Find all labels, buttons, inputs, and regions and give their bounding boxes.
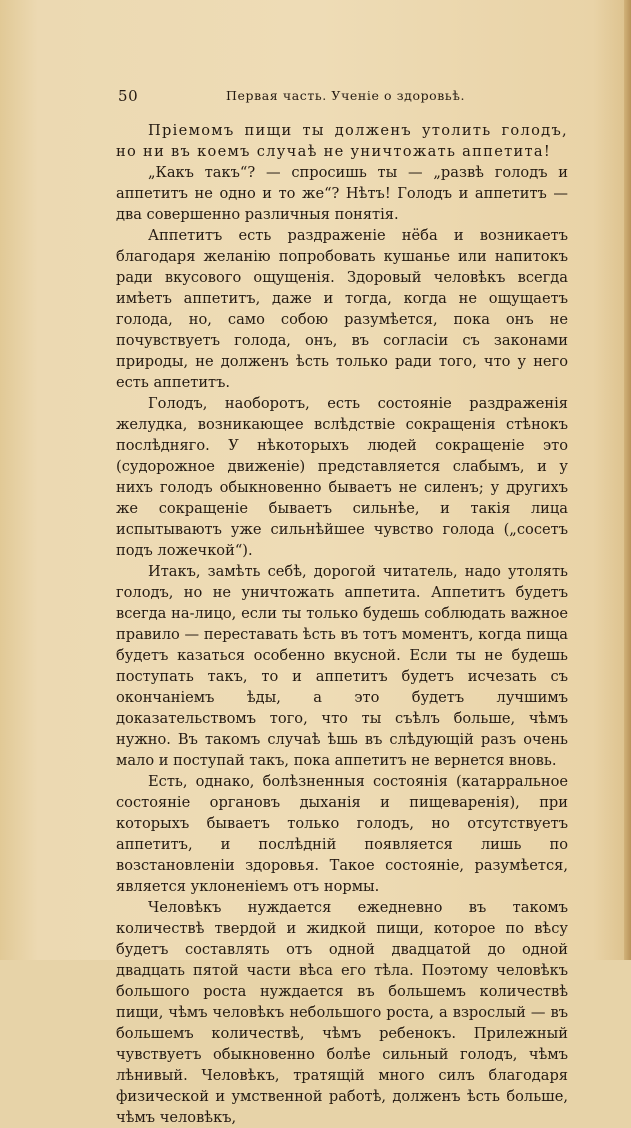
paragraph: Человѣкъ нуждается ежедневно въ такомъ количествѣ твердой и жидкой пищи, которое по вѣсу будетъ составлять отъ одной двадцатой до одной двадцать пятой части вѣса его тѣла. Поэтому человѣкъ большого роста нуждается въ большемъ количествѣ пищи, чѣмъ человѣкъ небольшого роста, а взрослый — въ большемъ количествѣ, чѣмъ ребенокъ. Прилежный чувствуетъ обыкновенно болѣе сильный голодъ, чѣмъ лѣнивый. Человѣкъ, тратящій много силъ благодаря физической и умственной работѣ, долженъ ѣсть больше, чѣмъ человѣкъ,: [116, 899, 568, 1126]
paragraph: Аппетитъ есть раздраженіе нёба и возникаетъ благодаря желанію попробовать кушанье или напитокъ ради вкусового ощущенія. Здоровый человѣкъ всегда имѣетъ аппетитъ, даже и тогда, когда не ощущаетъ голода, но, само собою разумѣется, пока онъ не почувствуетъ голода, онъ, въ согласіи съ законами природы, не долженъ ѣсть только ради того, что у него есть аппетитъ.: [116, 227, 568, 391]
paragraph: Итакъ, замѣть себѣ, дорогой читатель, надо утолять голодъ, но не уничтожать аппетита. Аппетитъ будетъ всегда на-лицо, если ты только будешь соблюдать важное правило — переставать ѣсть въ тотъ моментъ, когда пища будетъ казаться особенно вкусной. Если ты не будешь поступать такъ, то и аппетитъ будетъ исчезать съ окончаніемъ ѣды, а это будетъ лучшимъ доказательствомъ того, что ты съѣлъ больше, чѣмъ нужно. Въ такомъ случаѣ ѣшь въ слѣдующій разъ очень мало и поступай такъ, пока аппетитъ не вернется вновь.: [116, 563, 568, 769]
page-edge: [624, 0, 631, 960]
page-number: 50: [118, 87, 139, 105]
body-text: [116, 120, 568, 1128]
paragraph: Есть, однако, болѣзненныя состоянія (катарральное состояніе органовъ дыханія и пищеваренія), при которыхъ бываетъ только голодъ, но отсутствуетъ аппетитъ, и послѣдній появляется лишь по возстановленіи здоровья. Такое состояніе, разумѣется, является уклоненіемъ отъ нормы.: [116, 773, 568, 895]
paragraph: Пріемомъ пищи ты долженъ утолить голодъ, но ни въ коемъ случаѣ не уничтожать аппетита!: [116, 122, 568, 160]
paragraph: „Какъ такъ“? — спросишь ты — „развѣ голодъ и аппетитъ не одно и то же“? Нѣтъ! Голодъ и аппетитъ — два совершенно различныя понятія.: [116, 164, 568, 223]
running-head-title: Первая часть. Ученіе о здоровьѣ.: [226, 88, 466, 103]
paragraph: Голодъ, наоборотъ, есть состояніе раздраженія желудка, возникающее вслѣдствіе сокращенія стѣнокъ послѣдняго. У нѣкоторыхъ людей сокращеніе это (судорожное движеніе) представляется слабымъ, и у нихъ голодъ обыкновенно бываетъ не силенъ; у другихъ же сокращеніе бываетъ сильнѣе, и такія лица испытываютъ уже сильнѣйшее чувство голода („сосетъ подъ ложечкой“).: [116, 395, 568, 559]
running-head: [118, 87, 570, 107]
